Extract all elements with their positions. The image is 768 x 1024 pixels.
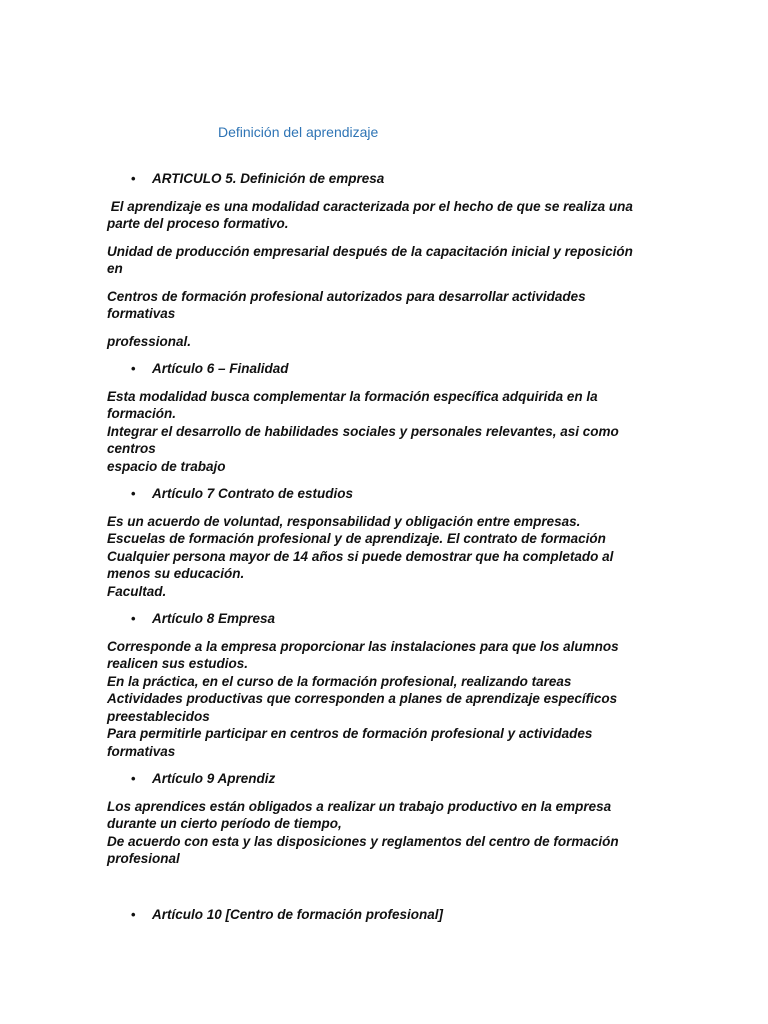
paragraph-line: centros (107, 441, 156, 456)
paragraph-line: durante un cierto período de tiempo, (107, 816, 342, 831)
article-heading (107, 360, 657, 378)
paragraph-line: professional. (107, 333, 192, 349)
bullet-icon: • (131, 906, 136, 922)
article-heading-text: Artículo 10 [Centro de formación profesional] (152, 906, 444, 922)
article-paragraph (107, 798, 657, 868)
paragraph-line: en (107, 261, 123, 276)
article-heading (107, 770, 657, 788)
paragraph-line: El aprendizaje es una modalidad caracterizada por el hecho de que se realiza una (107, 198, 633, 214)
article-heading (107, 610, 657, 628)
bullet-icon: • (131, 171, 136, 186)
article-heading (107, 170, 657, 188)
paragraph-line: Unidad de producción empresarial después de la capacitación inicial y reposición (107, 243, 633, 259)
article-paragraph (107, 198, 657, 233)
paragraph-line: menos su educación. (107, 566, 245, 581)
article-heading-text: Artículo 6 – Finalidad (152, 361, 289, 376)
paragraph-line: Facultad. (107, 583, 167, 599)
article-paragraph (107, 638, 657, 761)
article-heading-text: Artículo 9 Aprendiz (152, 771, 276, 786)
article-heading-text: Artículo 7 Contrato de estudios (152, 486, 354, 501)
paragraph-line: Para permitirle participar en centros de formación profesional y actividades (107, 726, 593, 741)
paragraph-line: formación. (107, 406, 177, 421)
paragraph-line: Integrar el desarrollo de habilidades sociales y personales relevantes, asi como (107, 423, 619, 439)
paragraph-line: En la práctica, en el curso de la formación profesional, realizando tareas (107, 673, 572, 689)
article-paragraph (107, 288, 657, 323)
paragraph-line: Actividades productivas que corresponden a planes de aprendizaje específicos (107, 691, 618, 706)
document-body (107, 170, 657, 923)
article-heading-text: ARTICULO 5. Definición de empresa (152, 171, 385, 186)
paragraph-line: Escuelas de formación profesional y de aprendizaje. El contrato de formación (107, 531, 606, 546)
article-paragraph (107, 388, 657, 476)
paragraph-line: formativas (107, 306, 176, 321)
paragraph-line: Los aprendices están obligados a realizar un trabajo productivo en la empresa (107, 798, 612, 814)
document-title: Definición del aprendizaje (218, 124, 379, 140)
paragraph-line: profesional (107, 851, 180, 866)
paragraph-line: Es un acuerdo de voluntad, responsabilidad y obligación entre empresas. (107, 513, 581, 529)
paragraph-line: preestablecidos (107, 708, 210, 724)
bullet-icon: • (131, 611, 136, 626)
bullet-icon: • (131, 486, 136, 501)
bullet-icon: • (131, 771, 136, 786)
article-heading (107, 485, 657, 503)
paragraph-line: Centros de formación profesional autorizados para desarrollar actividades (107, 288, 586, 304)
paragraph-line: Esta modalidad busca complementar la formación específica adquirida en la (107, 388, 598, 404)
article-paragraph (107, 333, 657, 351)
paragraph-line: Cualquier persona mayor de 14 años si puede demostrar que ha completado al (107, 548, 614, 564)
paragraph-line: Corresponde a la empresa proporcionar las instalaciones para que los alumnos (107, 638, 619, 654)
article-heading-text: Artículo 8 Empresa (152, 611, 276, 626)
article-heading (107, 906, 657, 924)
bullet-icon: • (131, 361, 136, 376)
paragraph-line: De acuerdo con esta y las disposiciones y reglamentos del centro de formación (107, 833, 619, 849)
article-paragraph (107, 513, 657, 601)
paragraph-line: espacio de trabajo (107, 458, 226, 474)
article-paragraph (107, 243, 657, 278)
paragraph-line: realicen sus estudios. (107, 656, 249, 671)
paragraph-line: parte del proceso formativo. (107, 216, 289, 231)
paragraph-line: formativas (107, 743, 176, 759)
